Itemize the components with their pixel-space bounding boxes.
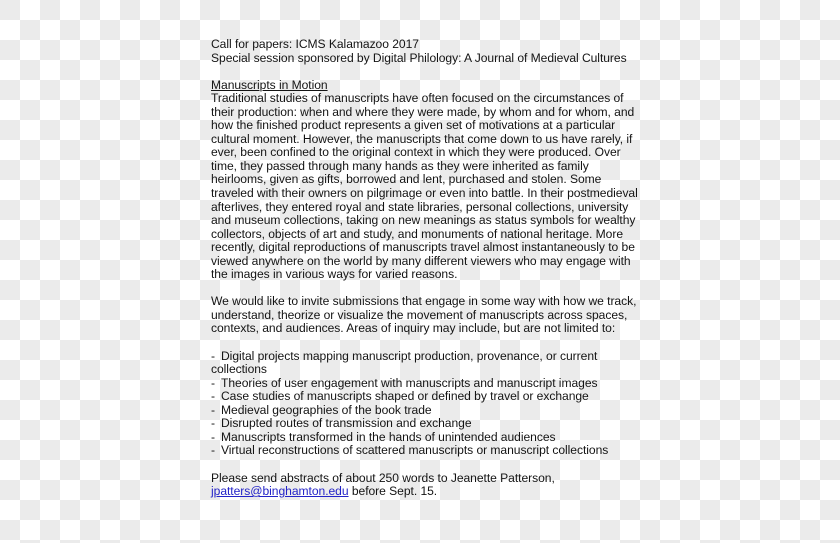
paragraph-line: recently, digital reproductions of manuscripts travel almost instantaneously to be — [211, 240, 635, 255]
list-item — [211, 444, 636, 458]
list-item — [211, 431, 636, 445]
paragraph-line: collectors, objects of art and study, and monuments of national heritage. More — [211, 226, 623, 241]
dash-bullet: - — [211, 389, 215, 404]
list-item — [211, 404, 636, 418]
paragraph-line: and museum collections, taking on new meanings as status symbols for wealthy — [211, 213, 636, 228]
closing-email-line — [211, 485, 636, 499]
closing-line: Please send abstracts of about 250 words to Jeanette Patterson, — [211, 470, 555, 485]
list-item-text: Medieval geographies of the book trade — [221, 402, 432, 417]
dash-bullet: - — [211, 429, 215, 444]
list-item-continuation: collections — [211, 362, 267, 377]
paragraph-line: Traditional studies of manuscripts have often focused on the circumstances of — [211, 91, 624, 106]
paragraph-line: the images in various ways for varied reasons. — [211, 267, 458, 282]
paragraph-line: ever, been confined to the original context in which they were produced. Over — [211, 145, 621, 160]
paragraph-intro — [211, 92, 636, 282]
dash-bullet: - — [211, 416, 215, 431]
list-item-text: Case studies of manuscripts shaped or defined by travel or exchange — [221, 389, 589, 404]
call-for-papers-document — [211, 38, 636, 499]
paragraph-line: afterlives, they entered royal and state libraries, personal collections, university — [211, 199, 629, 214]
paragraph-line: contexts, and audiences. Areas of inquiry may include, but are not limited to: — [211, 321, 616, 336]
session-title: Manuscripts in Motion — [211, 77, 328, 92]
paragraph-line: understand, theorize or visualize the movement of manuscripts across spaces, — [211, 307, 628, 322]
topics-list — [211, 350, 636, 458]
paragraph-line: their production: when and where they were made, by whom and for whom, and — [211, 104, 635, 119]
dash-bullet: - — [211, 375, 215, 390]
list-item — [211, 417, 636, 431]
header-line-1: Call for papers: ICMS Kalamazoo 2017 — [211, 37, 419, 51]
list-item-text: Manuscripts transformed in the hands of unintended audiences — [221, 429, 556, 444]
list-item-text: Disrupted routes of transmission and exchange — [221, 416, 472, 431]
list-item — [211, 390, 636, 404]
list-item-text: Virtual reconstructions of scattered manuscripts or manuscript collections — [221, 443, 609, 458]
dash-bullet: - — [211, 348, 215, 363]
deadline-text: before Sept. 15. — [348, 484, 438, 499]
paragraph-line: cultural moment. However, the manuscripts that come down to us have rarely, if — [211, 131, 633, 146]
paragraph-line: heirlooms, given as gifts, borrowed and lent, purchased and stolen. Some — [211, 172, 602, 187]
paragraph-line: viewed anywhere on the world by many different viewers who may engage with — [211, 253, 631, 268]
spacer — [211, 458, 636, 472]
paragraph-line: time, they passed through many hands as they were inherited as family — [211, 158, 589, 173]
list-item — [211, 377, 636, 391]
dash-bullet: - — [211, 443, 215, 458]
spacer — [211, 65, 636, 79]
dash-bullet: - — [211, 402, 215, 417]
paragraph-line: how the finished product represents a given set of motivations at a particular — [211, 118, 616, 133]
paragraph-line: traveled with their owners on pilgrimage or even into battle. In their postmedieval — [211, 186, 638, 201]
spacer — [211, 336, 636, 350]
paragraph-invitation — [211, 295, 636, 336]
spacer — [211, 282, 636, 296]
email-link[interactable]: jpatters@binghamton.edu — [211, 484, 349, 499]
closing — [211, 472, 636, 499]
list-item-text: Digital projects mapping manuscript production, provenance, or current — [221, 348, 598, 363]
list-item — [211, 350, 636, 364]
header-line-2: Special session sponsored by Digital Philology: A Journal of Medieval Cultures — [211, 50, 627, 65]
list-item-text: Theories of user engagement with manuscripts and manuscript images — [221, 375, 598, 390]
paragraph-line: We would like to invite submissions that engage in some way with how we track, — [211, 294, 637, 309]
